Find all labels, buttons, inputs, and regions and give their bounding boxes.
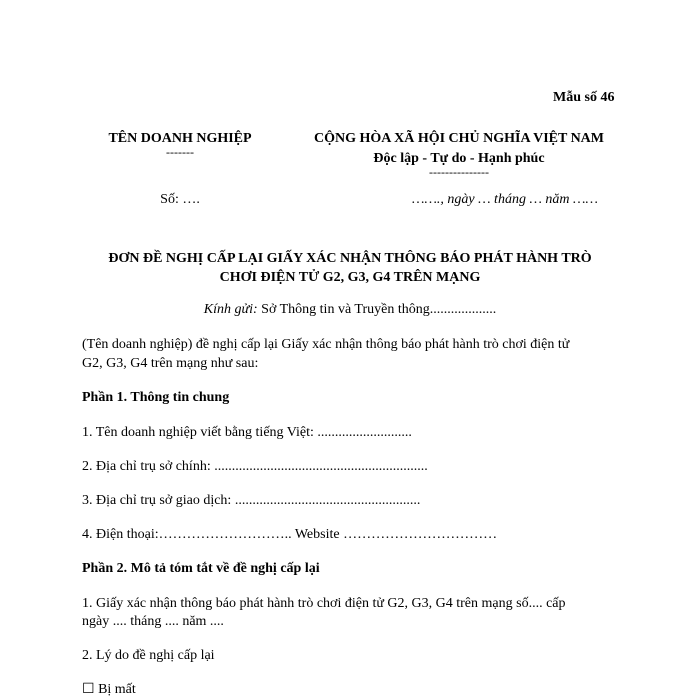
company-name: TÊN DOANH NGHIỆP xyxy=(108,131,252,146)
form-number: Mẫu số 46 xyxy=(553,90,615,105)
part1-item-phone-website: 4. Điện thoại:……………………….. Website …………………………… xyxy=(82,527,498,542)
intro-line-2: G2, G3, G4 trên mạng như sau: xyxy=(82,356,259,371)
document-title-line-2: CHƠI ĐIỆN TỬ G2, G3, G4 TRÊN MẠNG xyxy=(219,270,481,285)
company-underline: ------- xyxy=(166,145,194,159)
part2-heading: Phần 2. Mô tả tóm tắt về đề nghị cấp lại xyxy=(82,561,320,576)
document-title-line-1: ĐƠN ĐỀ NGHỊ CẤP LẠI GIẤY XÁC NHẬN THÔNG BÁO PHÁT HÀNH TRÒ xyxy=(108,251,592,266)
part1-item-transaction-office: 3. Địa chỉ trụ sở giao dịch: ..................................................... xyxy=(82,493,421,508)
document-number: Số: …. xyxy=(160,192,200,207)
recipient-label: Kính gửi: xyxy=(203,302,258,317)
nation-name: CỘNG HÒA XÃ HỘI CHỦ NGHĨA VIỆT NAM xyxy=(313,131,604,146)
option-lost-row xyxy=(82,681,136,698)
date-line: ……., ngày … tháng … năm …… xyxy=(412,192,598,207)
nation-underline: --------------- xyxy=(429,165,489,179)
part1-item-company-name: 1. Tên doanh nghiệp viết bằng tiếng Việt: ........................... xyxy=(82,425,412,440)
part2-item1-line-2: ngày .... tháng .... năm .... xyxy=(82,614,224,629)
lost-label: Bị mất xyxy=(98,682,136,697)
intro-line-1: (Tên doanh nghiệp) đề nghị cấp lại Giấy xác nhận thông báo phát hành trò chơi điện tử xyxy=(82,337,570,352)
recipient-value: Sở Thông tin và Truyền thông................... xyxy=(257,302,497,317)
lost-checkbox[interactable]: ☐ xyxy=(82,682,95,697)
part2-item1-line-1: 1. Giấy xác nhận thông báo phát hành trò chơi điện tử G2, G3, G4 trên mạng số.... cấp xyxy=(82,596,566,611)
nation-motto: Độc lập - Tự do - Hạnh phúc xyxy=(373,151,545,166)
recipient-line xyxy=(40,302,660,318)
part2-item2-reason: 2. Lý do đề nghị cấp lại xyxy=(82,648,215,663)
part1-heading: Phần 1. Thông tin chung xyxy=(82,390,230,405)
part1-item-head-office: 2. Địa chỉ trụ sở chính: ............................................................. xyxy=(82,459,428,474)
